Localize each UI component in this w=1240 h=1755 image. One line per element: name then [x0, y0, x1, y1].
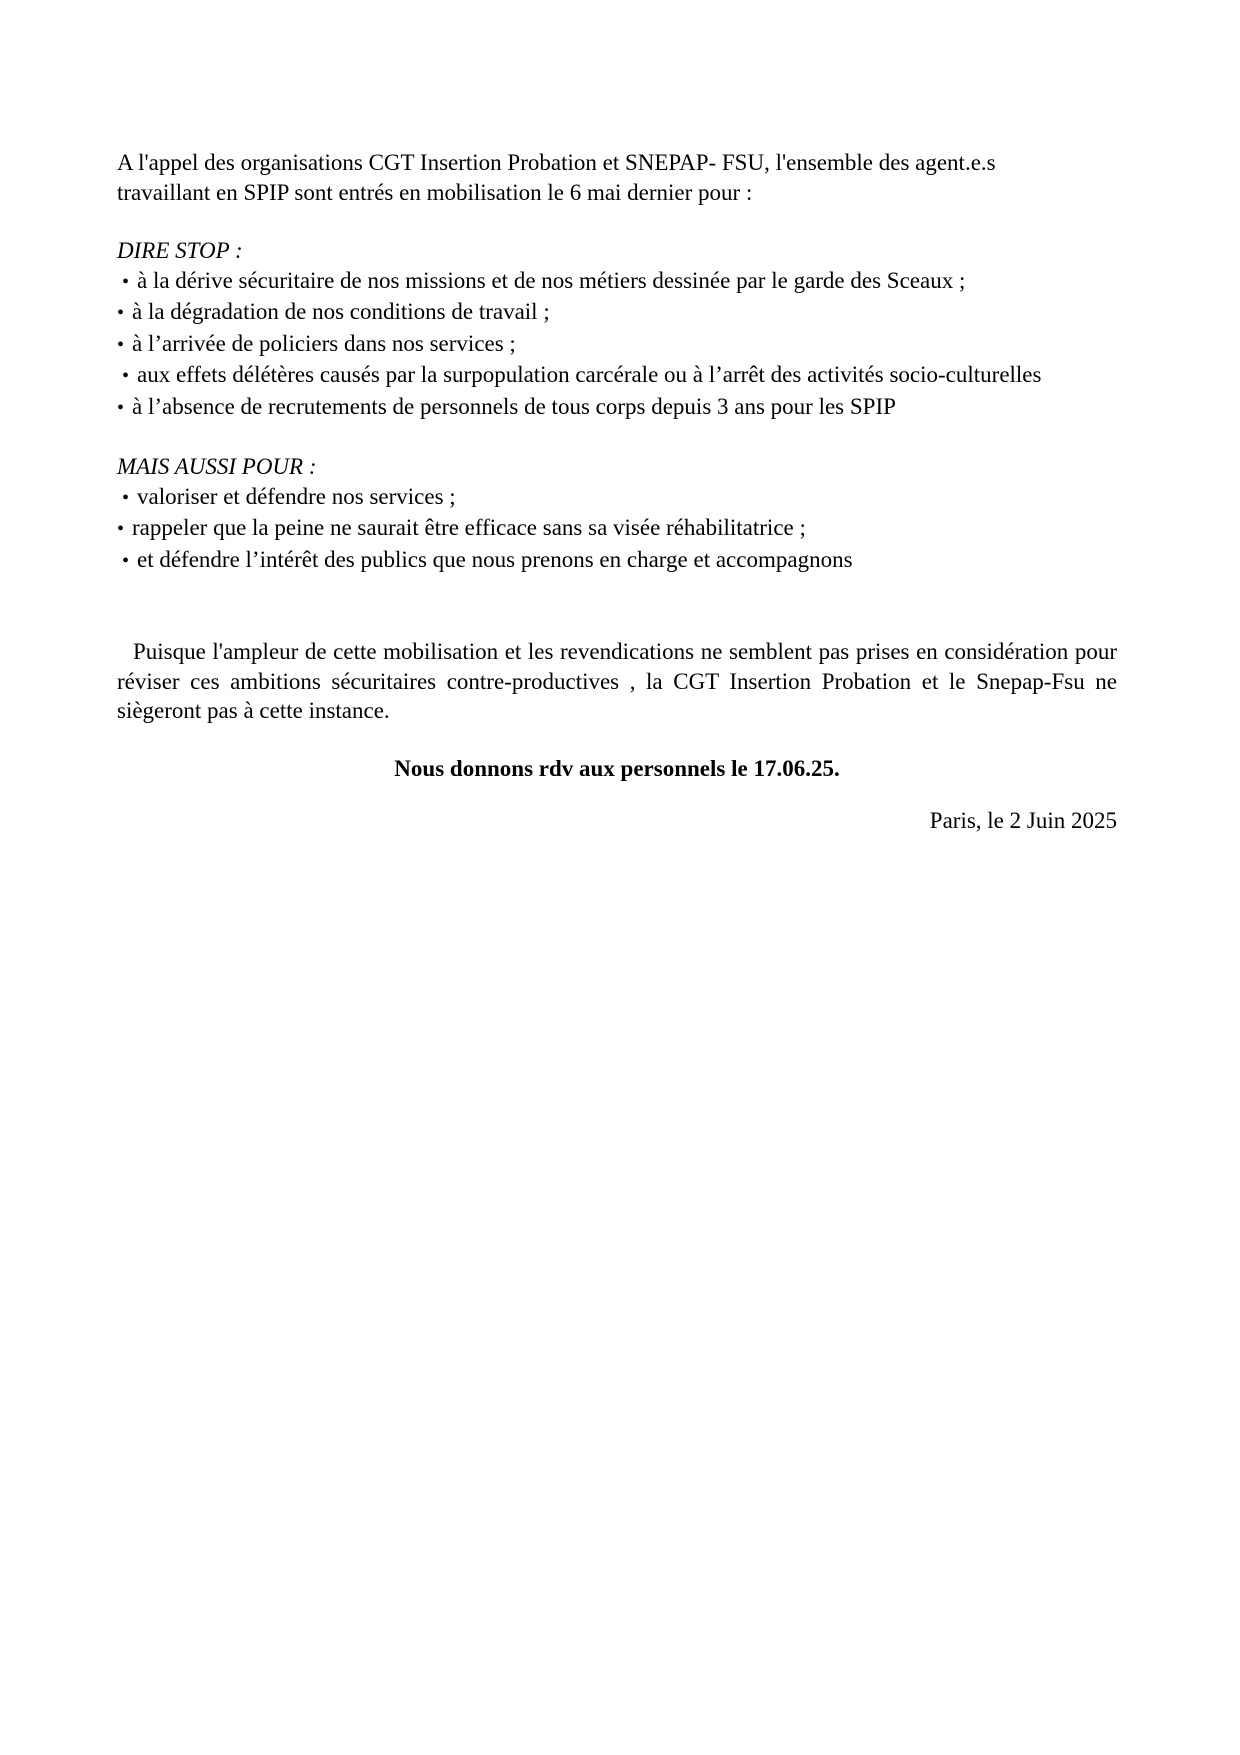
- list-item-text: et défendre l’intérêt des publics que nous prenons en charge et accompagnons: [137, 546, 853, 572]
- rdv-announcement: Nous donnons rdv aux personnels le 17.06.25.: [394, 755, 840, 781]
- list-item-text: à l’absence de recrutements de personnels de tous corps depuis 3 ans pour les SPIP: [132, 393, 896, 419]
- list-item-text: valoriser et défendre nos services ;: [137, 483, 456, 509]
- bullet-icon: •: [117, 302, 125, 324]
- intro-line-2: travaillant en SPIP sont entrés en mobilisation le 6 mai dernier pour :: [117, 179, 753, 205]
- place-date-signoff: Paris, le 2 Juin 2025: [929, 808, 1117, 833]
- list-item: [117, 545, 1117, 577]
- mais-aussi-heading: MAIS AUSSI POUR :: [117, 454, 317, 479]
- list-item: [117, 513, 1117, 545]
- intro-line-1: A l'appel des organisations CGT Insertion Probation et SNEPAP- FSU, l'ensemble des agent.e.s: [117, 150, 996, 175]
- list-item: [117, 360, 1117, 392]
- dire-stop-list: [117, 266, 1117, 424]
- bullet-icon: •: [122, 270, 130, 293]
- list-item: [117, 297, 1117, 329]
- intro-paragraph: [117, 148, 1117, 207]
- bullet-icon: •: [122, 549, 130, 572]
- mais-aussi-section: [117, 452, 1117, 576]
- bullet-icon: •: [122, 486, 130, 509]
- bullet-icon: •: [117, 396, 125, 419]
- bullet-icon: •: [122, 365, 130, 387]
- list-item-text: à la dérive sécuritaire de nos missions et de nos métiers dessinée par le garde des Sceaux ;: [137, 267, 966, 293]
- dire-stop-heading: DIRE STOP :: [117, 238, 243, 263]
- list-item: [117, 329, 1117, 361]
- list-item-text: à la dégradation de nos conditions de travail ;: [132, 299, 550, 324]
- closing-paragraph: Puisque l'ampleur de cette mobilisation et les revendications ne semblent pas prises en considération pour réviser ces ambitions sécuritaires contre-productives , la CGT Insertion Probation et le Snepap-Fsu ne siègeront pas à cette instance.: [117, 639, 1117, 723]
- mais-aussi-list: [117, 482, 1117, 577]
- bullet-icon: •: [117, 333, 125, 356]
- list-item: [117, 266, 1117, 298]
- list-item-text: rappeler que la peine ne saurait être efficace sans sa visée réhabilitatrice ;: [132, 515, 806, 540]
- bullet-icon: •: [117, 518, 125, 540]
- list-item: [117, 392, 1117, 424]
- list-item-text: à l’arrivée de policiers dans nos services ;: [132, 330, 516, 356]
- list-item-text: aux effets délétères causés par la surpopulation carcérale ou à l’arrêt des activités socio-culturelles: [137, 362, 1042, 387]
- list-item: [117, 482, 1117, 514]
- dire-stop-section: [117, 236, 1117, 423]
- document-body: [117, 148, 1117, 859]
